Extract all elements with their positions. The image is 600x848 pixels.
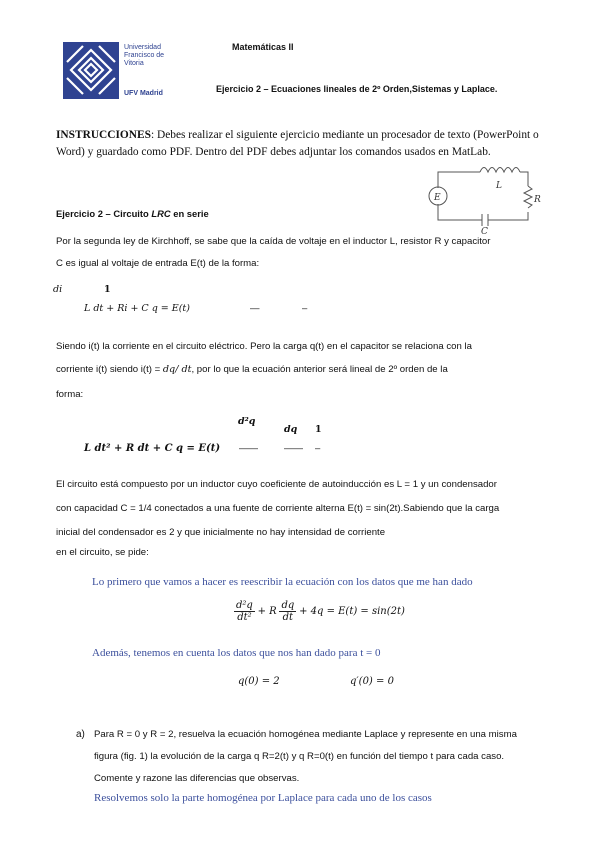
fraction-d2q-dt2: $\frac{\text{d²q}}{\text{dt²}}$ [236, 600, 253, 623]
instructions-label: INSTRUCCIONES [56, 129, 151, 141]
exercise-title: Ejercicio 2 – Ecuaciones lineales de 2º Orden,Sistemas y Laplace. [216, 84, 498, 94]
part-a-answer: Resolvemos solo la parte homogénea por Laplace para cada uno de los casos [94, 792, 432, 804]
capacitor-label: C [481, 227, 488, 234]
eq2-dash-2: —— [284, 443, 303, 454]
course-title: Matemáticas II [232, 42, 294, 52]
source-label: E [434, 193, 441, 203]
resistor-label: R [534, 195, 541, 205]
initial-condition-q0: q(0) = 2 [238, 676, 280, 687]
paragraph-circuit-4: en el circuito, se pide: [56, 547, 149, 558]
paragraph-kirchhoff-2: C es igual al voltaje de entrada E(t) de la forma: [56, 258, 260, 269]
eq2-top-one: 1 [315, 424, 322, 435]
part-a-line-3: Comente y razone las diferencias que observas. [94, 773, 300, 784]
instructions-text-2: Word) y guardado como PDF. Dentro del PDF debes adjuntar los comandos usados en MatLab. [56, 146, 491, 158]
eq2-dash-1: —— [239, 443, 258, 454]
paragraph-kirchhoff-1: Por la segunda ley de Kirchhoff, se sabe que la caída de voltaje en el inductor L, resistor R y capacitor [56, 236, 491, 247]
eq1-top-di: di [53, 284, 63, 295]
paragraph-circuit-1: El circuito está compuesto por un inductor cuyo coeficiente de autoinducción es L = 1 y un condensador [56, 479, 497, 490]
answer-intro: Lo primero que vamos a hacer es reescribir la ecuación con los datos que me han dado [92, 576, 473, 588]
eq2-dash-3: – [315, 443, 321, 454]
answer-initial-conditions-text: Además, tenemos en cuenta los datos que nos han dado para t = 0 [92, 647, 381, 659]
inductor-label: L [496, 181, 502, 191]
fraction-dq-dt: $\frac{dq}{dt}$ [281, 600, 295, 623]
part-a-line-2: figura (fig. 1) la evolución de la carga q R=2(t) y q R=0(t) en función del tiempo t para cada caso. [94, 751, 505, 762]
part-a-line-1: Para R = 0 y R = 2, resuelva la ecuación homogénea mediante Laplace y represente en una misma [94, 729, 517, 740]
part-a-label: a) [76, 729, 85, 740]
paragraph-circuit-3: inicial del condensador es 2 y que inicialmente no hay intensidad de corriente [56, 527, 386, 538]
instructions-text-1: : Debes realizar el siguiente ejercicio mediante un procesador de texto (PowerPoint o [150, 129, 539, 141]
eq1-dash-2: – [302, 303, 308, 314]
paragraph-circuit-2: con capacidad C = 1/4 conectados a una fuente de corriente alterna E(t) = sin(2t).Sabiendo que la carga [56, 503, 500, 514]
initial-condition-dq0: q′(0) = 0 [350, 676, 394, 687]
university-logo [63, 42, 119, 99]
campus-label: UFV Madrid [124, 90, 163, 97]
instructions [56, 127, 539, 161]
paragraph-current-2: corriente i(t) siendo i(t) = dq/ dt, por lo que la ecuación anterior será lineal de 2º orden de la [56, 364, 448, 375]
eq2-top-dq: dq [284, 424, 298, 435]
eq2-top-d2q: d²q [238, 416, 256, 427]
equation-1: L dt + Ri + C q = E(t) [84, 303, 190, 314]
section-heading: Ejercicio 2 – Circuito LRC en serie [56, 208, 209, 219]
resistor-zigzag [524, 186, 532, 208]
paragraph-current-3: forma: [56, 389, 84, 400]
inductor-coil [480, 168, 520, 173]
university-name: Universidad Francisco de Vitoria [124, 44, 165, 67]
rewritten-equation: $\frac{\text{d²q}}{\text{dt²}}$ + R $\frac{dq}{dt}$ + 4q = E(t) = sin(2t) [236, 600, 405, 623]
eq1-top-one: 1 [104, 284, 111, 295]
lrc-circuit-diagram [418, 158, 548, 234]
equation-2: L dt² + R dt + C q = E(t) [84, 443, 221, 454]
ufv-emblem-icon [63, 42, 119, 99]
eq1-dash-1: — [250, 303, 260, 314]
paragraph-current-1: Siendo i(t) la corriente en el circuito eléctrico. Pero la carga q(t) en el capacitor se relaciona con la [56, 341, 472, 352]
